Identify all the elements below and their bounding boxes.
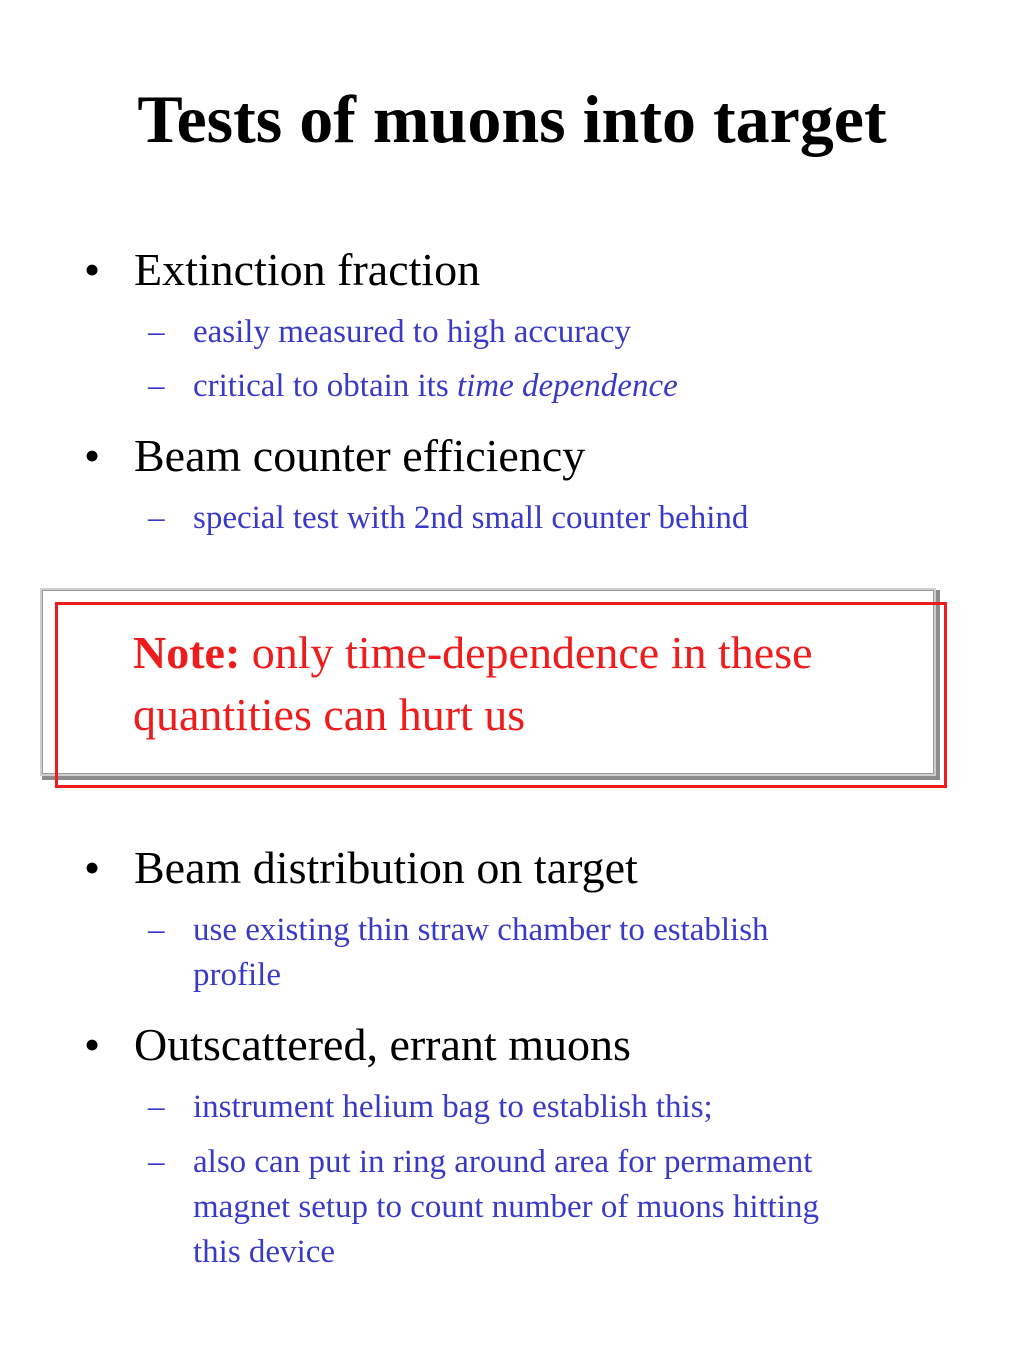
sub-text: instrument helium bag to establish this;	[193, 1089, 713, 1125]
sub-item	[148, 1085, 928, 1130]
sub-item	[148, 908, 928, 998]
sub-dash: –	[148, 1144, 165, 1180]
sub-text-line: also can put in ring around area for permament	[193, 1144, 813, 1180]
bullet-dot: •	[84, 244, 101, 295]
sub-dash: –	[148, 314, 165, 350]
sub-item	[148, 1140, 928, 1275]
sub-dash: –	[148, 912, 165, 948]
bullet-label: Beam counter efficiency	[134, 430, 586, 481]
bullet-label: Beam distribution on target	[134, 842, 638, 893]
sub-text	[193, 1140, 928, 1275]
sub-item	[148, 364, 928, 409]
bullet-dot: •	[84, 430, 101, 481]
note-line-1	[133, 622, 933, 684]
note-text	[133, 622, 933, 746]
sub-text-line: use existing thin straw chamber to establish	[193, 912, 769, 948]
sub-text-prefix: critical to obtain its	[193, 368, 457, 404]
sub-text-line: magnet setup to count number of muons hitting	[193, 1189, 820, 1225]
sub-text-line: this device	[193, 1234, 336, 1270]
sub-dash: –	[148, 1089, 165, 1125]
bullet-dot: •	[84, 1019, 101, 1070]
sub-text-italic: time dependence	[456, 368, 678, 404]
sub-text: special test with 2nd small counter behind	[193, 500, 749, 536]
bullet-label: Outscattered, errant muons	[134, 1019, 631, 1070]
sub-item	[148, 310, 928, 355]
sub-text-line: profile	[193, 957, 281, 993]
sub-text: easily measured to high accuracy	[193, 314, 631, 350]
bullet-label: Extinction fraction	[134, 244, 481, 295]
slide-title: Tests of muons into target	[137, 81, 887, 157]
bullet-dot: •	[84, 842, 101, 893]
note-label: Note:	[133, 627, 241, 678]
note-line-1-text: only time-dependence in these	[240, 627, 813, 678]
sub-text	[193, 364, 928, 409]
sub-item	[148, 496, 928, 541]
sub-dash: –	[148, 500, 165, 536]
sub-text	[193, 908, 928, 998]
note-line-2: quantities can hurt us	[133, 689, 526, 740]
sub-dash: –	[148, 368, 165, 404]
